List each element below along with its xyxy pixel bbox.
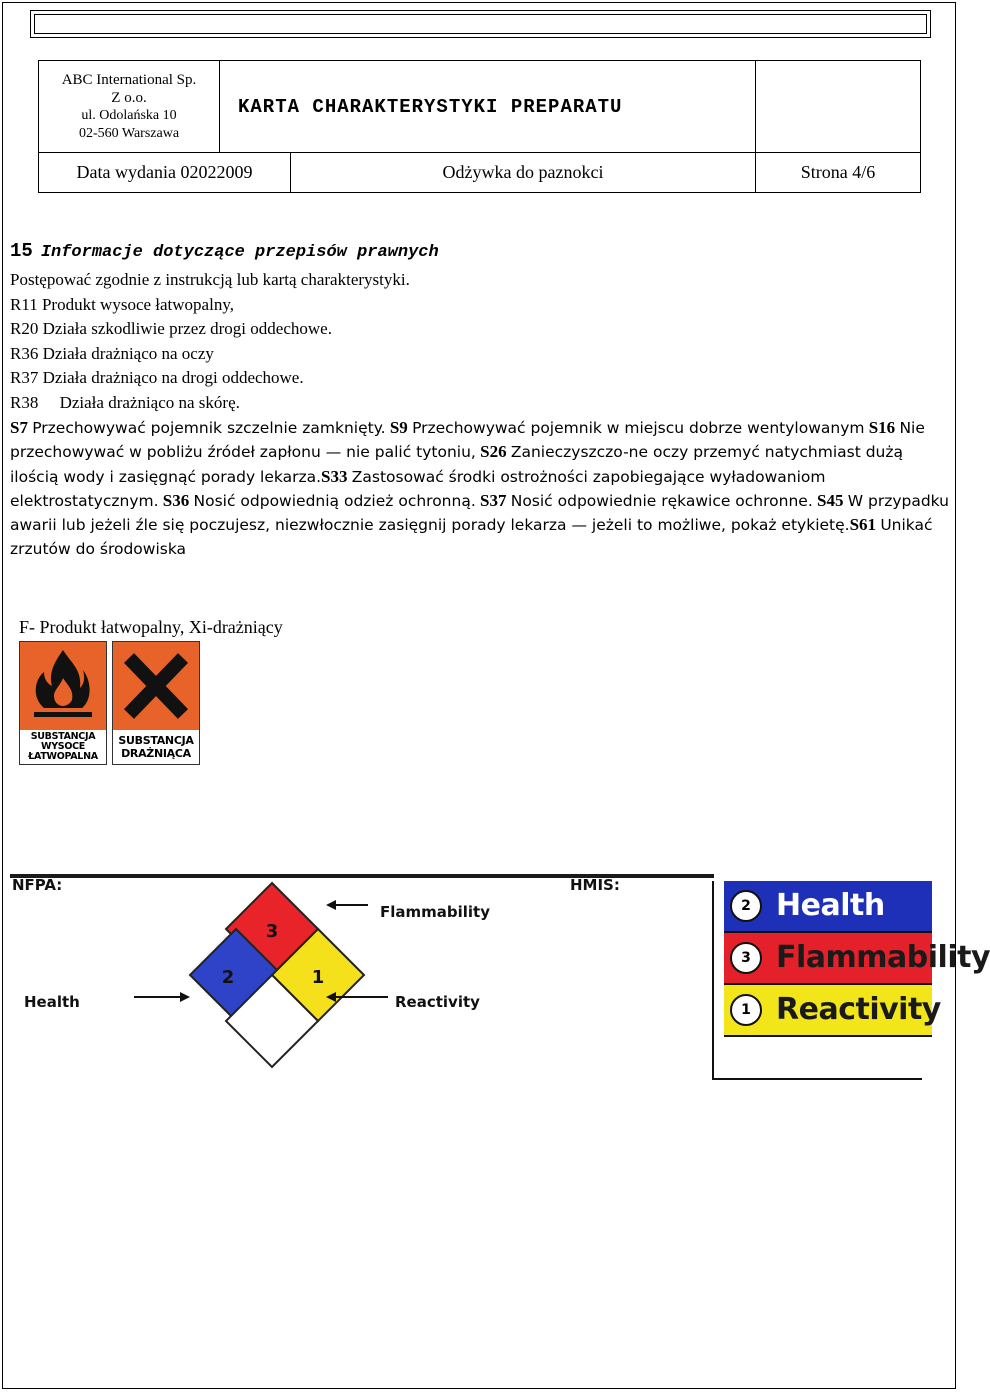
health-value: 2 [221, 967, 235, 988]
reactivity-label: Reactivity [395, 993, 480, 1011]
hmis-left-border [712, 881, 714, 1079]
document-title-cell [220, 61, 756, 153]
safety-phrases [10, 416, 950, 562]
s45-code: S45 [817, 490, 844, 510]
issue-date: Data wydania 02022009 [39, 153, 291, 193]
hmis-empty-row [724, 1037, 932, 1077]
nfpa-label: NFPA: [12, 876, 63, 894]
r37-line: R37 Działa drażniąco na drogi oddechowe. [10, 368, 304, 387]
classification-label: F- Produkt łatwopalny, Xi-drażniący [19, 617, 283, 637]
hmis-flammability-value: 3 [730, 942, 762, 974]
page-number: Strona 4/6 [756, 153, 921, 193]
section-number: 15 [10, 240, 33, 262]
caption-line: WYSOCE [41, 741, 85, 752]
s45-text: W przypadku awarii lub jeżeli źle się poczujesz, niezwłocznie zasięgnij porady lekarza — jeżeli to możliwe, pokaż etykietę. [10, 491, 950, 535]
s16-text: Nie przechowywać w pobliżu źródeł zapłonu — nie palić tytoniu, [10, 419, 925, 462]
hmis-reactivity-value: 1 [730, 994, 762, 1026]
flammable-pictogram [19, 641, 107, 765]
s7-text: Przechowywać pojemnik szczelnie zamknięty. [32, 419, 386, 437]
top-double-rule [30, 10, 931, 38]
s37-code: S37 [480, 490, 507, 510]
s16-code: S16 [868, 418, 896, 437]
hmis-bottom-border [712, 1078, 922, 1080]
s26-text: Zanieczyszczo-ne oczy przemyć natychmiast dużą ilością wody i zasięgnąć porady lekarza. [10, 443, 904, 486]
flammability-value: 3 [265, 921, 279, 942]
s26-code: S26 [480, 442, 507, 462]
reactivity-value: 1 [311, 967, 325, 988]
r36-line: R36 Działa drażniąco na oczy [10, 343, 214, 363]
cross-x-icon [113, 642, 199, 730]
s61-text: Unikać zrzutów do środowiska [10, 516, 933, 559]
nfpa-arrows [120, 893, 390, 1013]
caption-line: SUBSTANCJA [118, 734, 194, 747]
hmis-reactivity-row [724, 985, 941, 1037]
caption-line: DRAŻNIĄCA [121, 747, 191, 760]
flame-icon [20, 642, 106, 730]
irritant-caption [113, 734, 199, 760]
caption-line: SUBSTANCJA [30, 731, 96, 742]
s9-code: S9 [389, 418, 408, 437]
r11-line: R11 Produkt wysoce łatwopalny, [10, 294, 234, 314]
section-15 [10, 240, 950, 562]
hmis-flammability-row [724, 933, 990, 985]
r38-line: R38 Działa drażniąco na skórę. [10, 392, 240, 412]
company-form: Z o.o. [111, 89, 147, 106]
company-city: 02-560 Warszawa [78, 125, 180, 141]
product-name: Odżywka do paznokci [291, 153, 756, 193]
company-street: ul. Odolańska 10 [81, 107, 177, 123]
document-title: KARTA CHARAKTERYSTYKI PREPARATU [238, 95, 623, 118]
s36-text: Nosić odpowiednią odzież ochronną. [193, 491, 476, 510]
irritant-pictogram [112, 641, 200, 765]
hmis-reactivity-label: Reactivity [776, 992, 941, 1027]
s36-code: S36 [162, 490, 190, 510]
company-name: ABC International Sp. [61, 71, 197, 88]
health-label: Health [24, 993, 80, 1011]
instruction-line: Postępować zgodnie z instrukcją lub kartą charakterystyki. [10, 270, 410, 289]
flammability-label: Flammability [380, 903, 491, 921]
s9-text: Przechowywać pojemnik w miejscu dobrze wentylowanym [412, 419, 865, 437]
s37-text: Nosić odpowiednie rękawice ochronne. [510, 491, 813, 510]
hmis-flammability-label: Flammability [776, 940, 990, 975]
section-title: Informacje dotyczące przepisów prawnych [40, 243, 439, 262]
s33-code: S33 [321, 466, 348, 486]
flammable-caption [20, 732, 106, 762]
hazard-ratings [10, 873, 990, 1083]
s33-text: Zastosować środki ostrożności zapobiegające wyładowaniom elektrostatycznym. [10, 467, 826, 510]
caption-line: ŁATWOPALNA [28, 751, 98, 762]
hazard-pictograms [19, 641, 201, 765]
s61-code: S61 [849, 515, 877, 535]
empty-header-cell [756, 61, 921, 153]
company-block [39, 61, 220, 153]
s7-code: S7 [10, 418, 28, 437]
document-header [38, 60, 921, 193]
r20-line: R20 Działa szkodliwie przez drogi oddechowe. [10, 319, 332, 338]
section-heading [10, 240, 950, 262]
hmis-label: HMIS: [570, 876, 620, 894]
hmis-health-label: Health [776, 888, 885, 923]
hmis-health-value: 2 [730, 890, 762, 922]
hmis-health-row [724, 881, 932, 933]
